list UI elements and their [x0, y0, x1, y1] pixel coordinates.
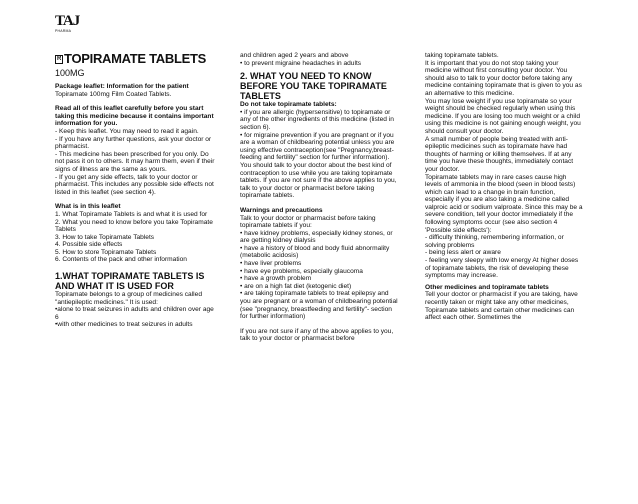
other-medicines-text: Tell your doctor or pharmacist if you are taking, have recently taken or might take any other medicines, Topiramate tablets and certain other medicines can affect each other. Sometimes the — [425, 291, 578, 322]
section-2-heading: 2. WHAT YOU NEED TO KNOW BEFORE YOU TAKE TOPIRAMATE TABLETS — [240, 71, 387, 102]
section-1-intro: Topiramate belongs to a group of medicines called "antiepileptic medicines." It is used: — [55, 291, 202, 306]
company-logo — [55, 13, 80, 44]
contents-item: 1. What Topiramate Tablets is and what it is used for — [55, 210, 208, 218]
warnings-intro: Talk to your doctor or pharmacist before taking topiramate tablets if you: — [240, 214, 376, 230]
column-3 — [425, 52, 585, 504]
paragraph: Topiramate tablets may in rare cases cause high levels of ammonia in the blood (seen in blood tests) which can lead to a change in brain function, especially if you are also taking a medicine called valproic acid or sodium valproate. Since this may be a severe condition, tell your doctor immediately if the following symptoms occur (see also section 4 'Possible side effects'): — [425, 173, 583, 234]
symptom-item: - difficulty thinking, remembering information, or solving problems — [425, 234, 564, 249]
paragraph: taking topiramate tablets. — [425, 52, 499, 59]
contents-item: 6. Contents of the pack and other information — [55, 256, 187, 264]
column-2 — [240, 52, 398, 504]
warnings-heading: Warnings and precautions — [240, 206, 323, 214]
contents-heading: What is in this leaflet — [55, 203, 121, 211]
closing-text: If you are not sure if any of the above applies to you, talk to your doctor or pharmacist before — [240, 327, 394, 343]
do-not-take-item: • for migraine prevention if you are pregnant or if you are a woman of childbearing potential unless you are using effective contraception(see "Pregnancy,breast-feeding and fertility" section for further information). You should talk to your doctor about the best kind of contraception to use while you are taking topiramate tablets. If you are not sure if the above applies to you, talk to your doctor or pharmacist before taking topiramate tablets. — [240, 131, 397, 200]
warning-item: • are on a high fat diet (ketogenic diet) — [240, 282, 352, 290]
symptom-item: - feeling very sleepy with low energy At higher doses of topiramate tablets, the risk of developing these symptoms may increase. — [425, 257, 579, 280]
read-warning: Read all of this leaflet carefully before you start taking this medicine because it contains important information for you. — [55, 105, 214, 128]
warning-item: • have a growth problem — [240, 275, 312, 283]
warning-item: • have liver problems — [240, 260, 302, 268]
section-1-bullet: •alone to treat seizures in adults and children over age 6 — [55, 306, 214, 321]
section-1-bullet: •with other medicines to treat seizures in adults — [55, 321, 193, 329]
paragraph: A small number of people being treated with anti-epileptic medicines such as topiramate have had thoughts of harming or killing themselves. If at any time you have these thoughts, immediately contact your doctor. — [425, 135, 574, 173]
warning-item: • have eye problems, especially glaucoma — [240, 267, 363, 275]
product-name: TOPIRAMATE TABLETS — [64, 51, 206, 66]
continued-line: and children aged 2 years and above — [240, 52, 349, 59]
bullet-3: - This medicine has been prescribed for you only. Do not pass it on to others. It may harm them, even if their signs of illness are the same as yours. — [55, 150, 215, 173]
contents-list — [55, 211, 215, 264]
contents-item: 3. How to take Topiramate Tablets — [55, 233, 155, 241]
product-title — [55, 52, 225, 66]
other-medicines-heading: Other medicines and topiramate tablets — [425, 283, 549, 291]
leaflet-heading: Package leaflet: Information for the patient — [55, 83, 189, 90]
paragraph: You may lose weight if you use topiramate so your weight should be checked regularly when using this medicine. If you are losing too much weight or a child using this medicine is not gaining enough weight, you should consult your doctor. — [425, 97, 581, 135]
warning-item: • are taking topiramate tablets to treat epilepsy and you are pregnant or a woman of childbearing potential (see "pregnancy, breastfeeding and fertility"- section for further information) — [240, 290, 398, 321]
product-dose: 100MG — [55, 68, 85, 78]
paragraph: It is important that you do not stop taking your medicine without first consulting your doctor. You should also to talk to your doctor before taking any medicine containing topiramate that is given to you as an alternative to this medicine. — [425, 59, 582, 97]
product-title-block — [55, 52, 225, 79]
do-not-take-heading: Do not take topiramate tablets: — [240, 101, 337, 109]
logo-letters: TAJ — [55, 13, 80, 29]
symptom-item: - being less alert or aware — [425, 249, 501, 257]
warning-item: • have kidney problems, especially kidney stones, or are getting kidney dialysis — [240, 229, 393, 245]
bullet-4: - If you get any side effects, talk to your doctor or pharmacist. This includes any possible side effects not listed in this leaflet (see section 4). — [55, 173, 214, 196]
contents-item: 4. Possible side effects — [55, 241, 123, 249]
continued-line: • to prevent migraine headaches in adults — [240, 59, 362, 67]
column-1 — [55, 83, 215, 329]
do-not-take-item: • if you are allergic (hypersensitive) to topiramate or any of the other ingredients of this medicine (listed in section 6). — [240, 108, 394, 131]
bullet-2: - If you have any further questions, ask your doctor or pharmacist. — [55, 135, 212, 151]
logo-subtext: PHARMA — [55, 29, 72, 33]
section-1-heading: 1.WHAT TOPIRAMATE TABLETS IS AND WHAT IT IS USED FOR — [55, 271, 205, 292]
warning-item: • have a history of blood and body fluid abnormality (metabolic acidosis) — [240, 244, 390, 260]
bullet-1: - Keep this leaflet. You may need to read it again. — [55, 127, 199, 135]
registered-mark: R — [57, 56, 62, 62]
contents-item: 2. What you need to know before you take Topiramate Tablets — [55, 218, 213, 234]
contents-item: 5. How to store Topiramate Tablets — [55, 248, 157, 256]
leaflet-subheading: Topiramate 100mg Film Coated Tablets. — [55, 90, 172, 98]
